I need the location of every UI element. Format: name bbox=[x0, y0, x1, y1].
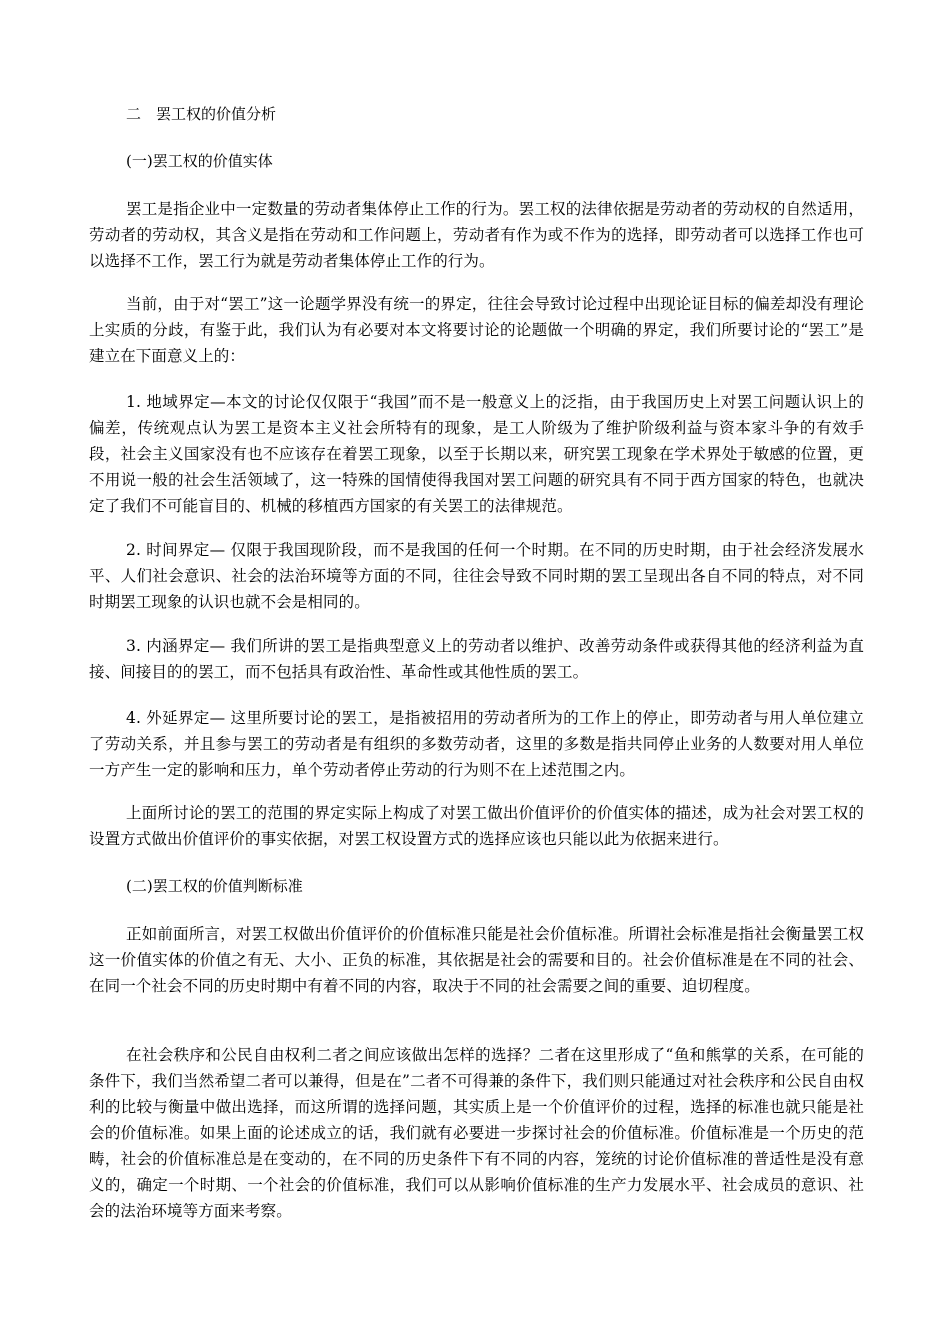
subsection-title-value-entity: (一)罢工权的价值实体 bbox=[126, 152, 273, 170]
paragraph-connotation-scope: 3. 内涵界定— 我们所讲的罢工是指典型意义上的劳动者以维护、改善劳动条件或获得其他的经济利益为直接、间接目的的罢工，而不包括具有政治性、革命性或其他性质的罢工。 bbox=[89, 637, 864, 681]
paragraph-territorial-scope: 1. 地域界定—本文的讨论仅仅限于“我国”而不是一般意义上的泛指，由于我国历史上对罢工问题认识上的偏差，传统观点认为罢工是资本主义社会所特有的现象，是工人阶级为了维护阶级利益与资本家斗争的有效手段，社会主义国家没有也不应该存在着罢工现象，以至于长期以来，研究罢工现象在学术界处于敏感的位置，更不用说一般的社会生活领域了，这一特殊的国情使得我国对罢工问题的研究具有不同于西方国家的特色，也就决定了我们不可能盲目的、机械的移植西方国家的有关罢工的法律规范。 bbox=[89, 393, 864, 515]
subsection-title-value-standard: (二)罢工权的价值判断标准 bbox=[126, 877, 303, 895]
paragraph-strike-definition: 罢工是指企业中一定数量的劳动者集体停止工作的行为。罢工权的法律依据是劳动者的劳动权的自然适用，劳动者的劳动权，其含义是指在劳动和工作问题上，劳动者有作为或不作为的选择，即劳动者可以选择工作也可以选择不工作，罢工行为就是劳动者集体停止工作的行为。 bbox=[89, 200, 864, 270]
paragraph-topic-definition: 当前，由于对“罢工”这一论题学界没有统一的界定，往往会导致讨论过程中出现论证目标的偏差却没有理论上实质的分歧，有鉴于此，我们认为有必要对本文将要讨论的论题做一个明确的界定，我们所要讨论的“罢工”是建立在下面意义上的： bbox=[89, 295, 864, 365]
paragraph-social-value-standard: 正如前面所言，对罢工权做出价值评价的价值标准只能是社会价值标准。所谓社会标准是指社会衡量罢工权这一价值实体的价值之有无、大小、正负的标准，其依据是社会的需要和目的。社会价值标准是在不同的社会、在同一个社会不同的历史时期中有着不同的内容，取决于不同的社会需要之间的重要、迫切程度。 bbox=[89, 925, 864, 995]
paragraph-time-scope: 2. 时间界定— 仅限于我国现阶段，而不是我国的任何一个时期。在不同的历史时期，由于社会经济发展水平、人们社会意识、社会的法治环境等方面的不同，往往会导致不同时期的罢工呈现出各自不同的特点，对不同时期罢工现象的认识也就不会是相同的。 bbox=[89, 541, 864, 611]
paragraph-order-vs-freedom: 在社会秩序和公民自由权利二者之间应该做出怎样的选择？二者在这里形成了“鱼和熊掌的关系，在可能的条件下，我们当然希望二者可以兼得，但是在”二者不可得兼的条件下，我们则只能通过对社会秩序和公民自由权利的比较与衡量中做出选择，而这所谓的选择问题，其实质上是一个价值评价的过程，选择的标准也就只能是社会的价值标准。如果上面的论述成立的话，我们就有必要进一步探讨社会的价值标准。价值标准是一个历史的范畴，社会的价值标准总是在变动的，在不同的历史条件下有不同的内容，笼统的讨论价值标准的普适性是没有意义的，确定一个时期、一个社会的价值标准，我们可以从影响价值标准的生产力发展水平、社会成员的意识、社会的法治环境等方面来考察。 bbox=[89, 1046, 864, 1220]
paragraph-extension-scope: 4. 外延界定— 这里所要讨论的罢工，是指被招用的劳动者所为的工作上的停止，即劳动者与用人单位建立了劳动关系，并且参与罢工的劳动者是有组织的多数劳动者，这里的多数是指共同停止业务的人数要对用人单位一方产生一定的影响和压力，单个劳动者停止劳动的行为则不在上述范围之内。 bbox=[89, 709, 864, 779]
section-title: 二 罢工权的价值分析 bbox=[126, 105, 277, 123]
paragraph-scope-summary: 上面所讨论的罢工的范围的界定实际上构成了对罢工做出价值评价的价值实体的描述，成为社会对罢工权的设置方式做出价值评价的事实依据，对罢工权设置方式的选择应该也只能以此为依据来进行。 bbox=[89, 804, 864, 848]
